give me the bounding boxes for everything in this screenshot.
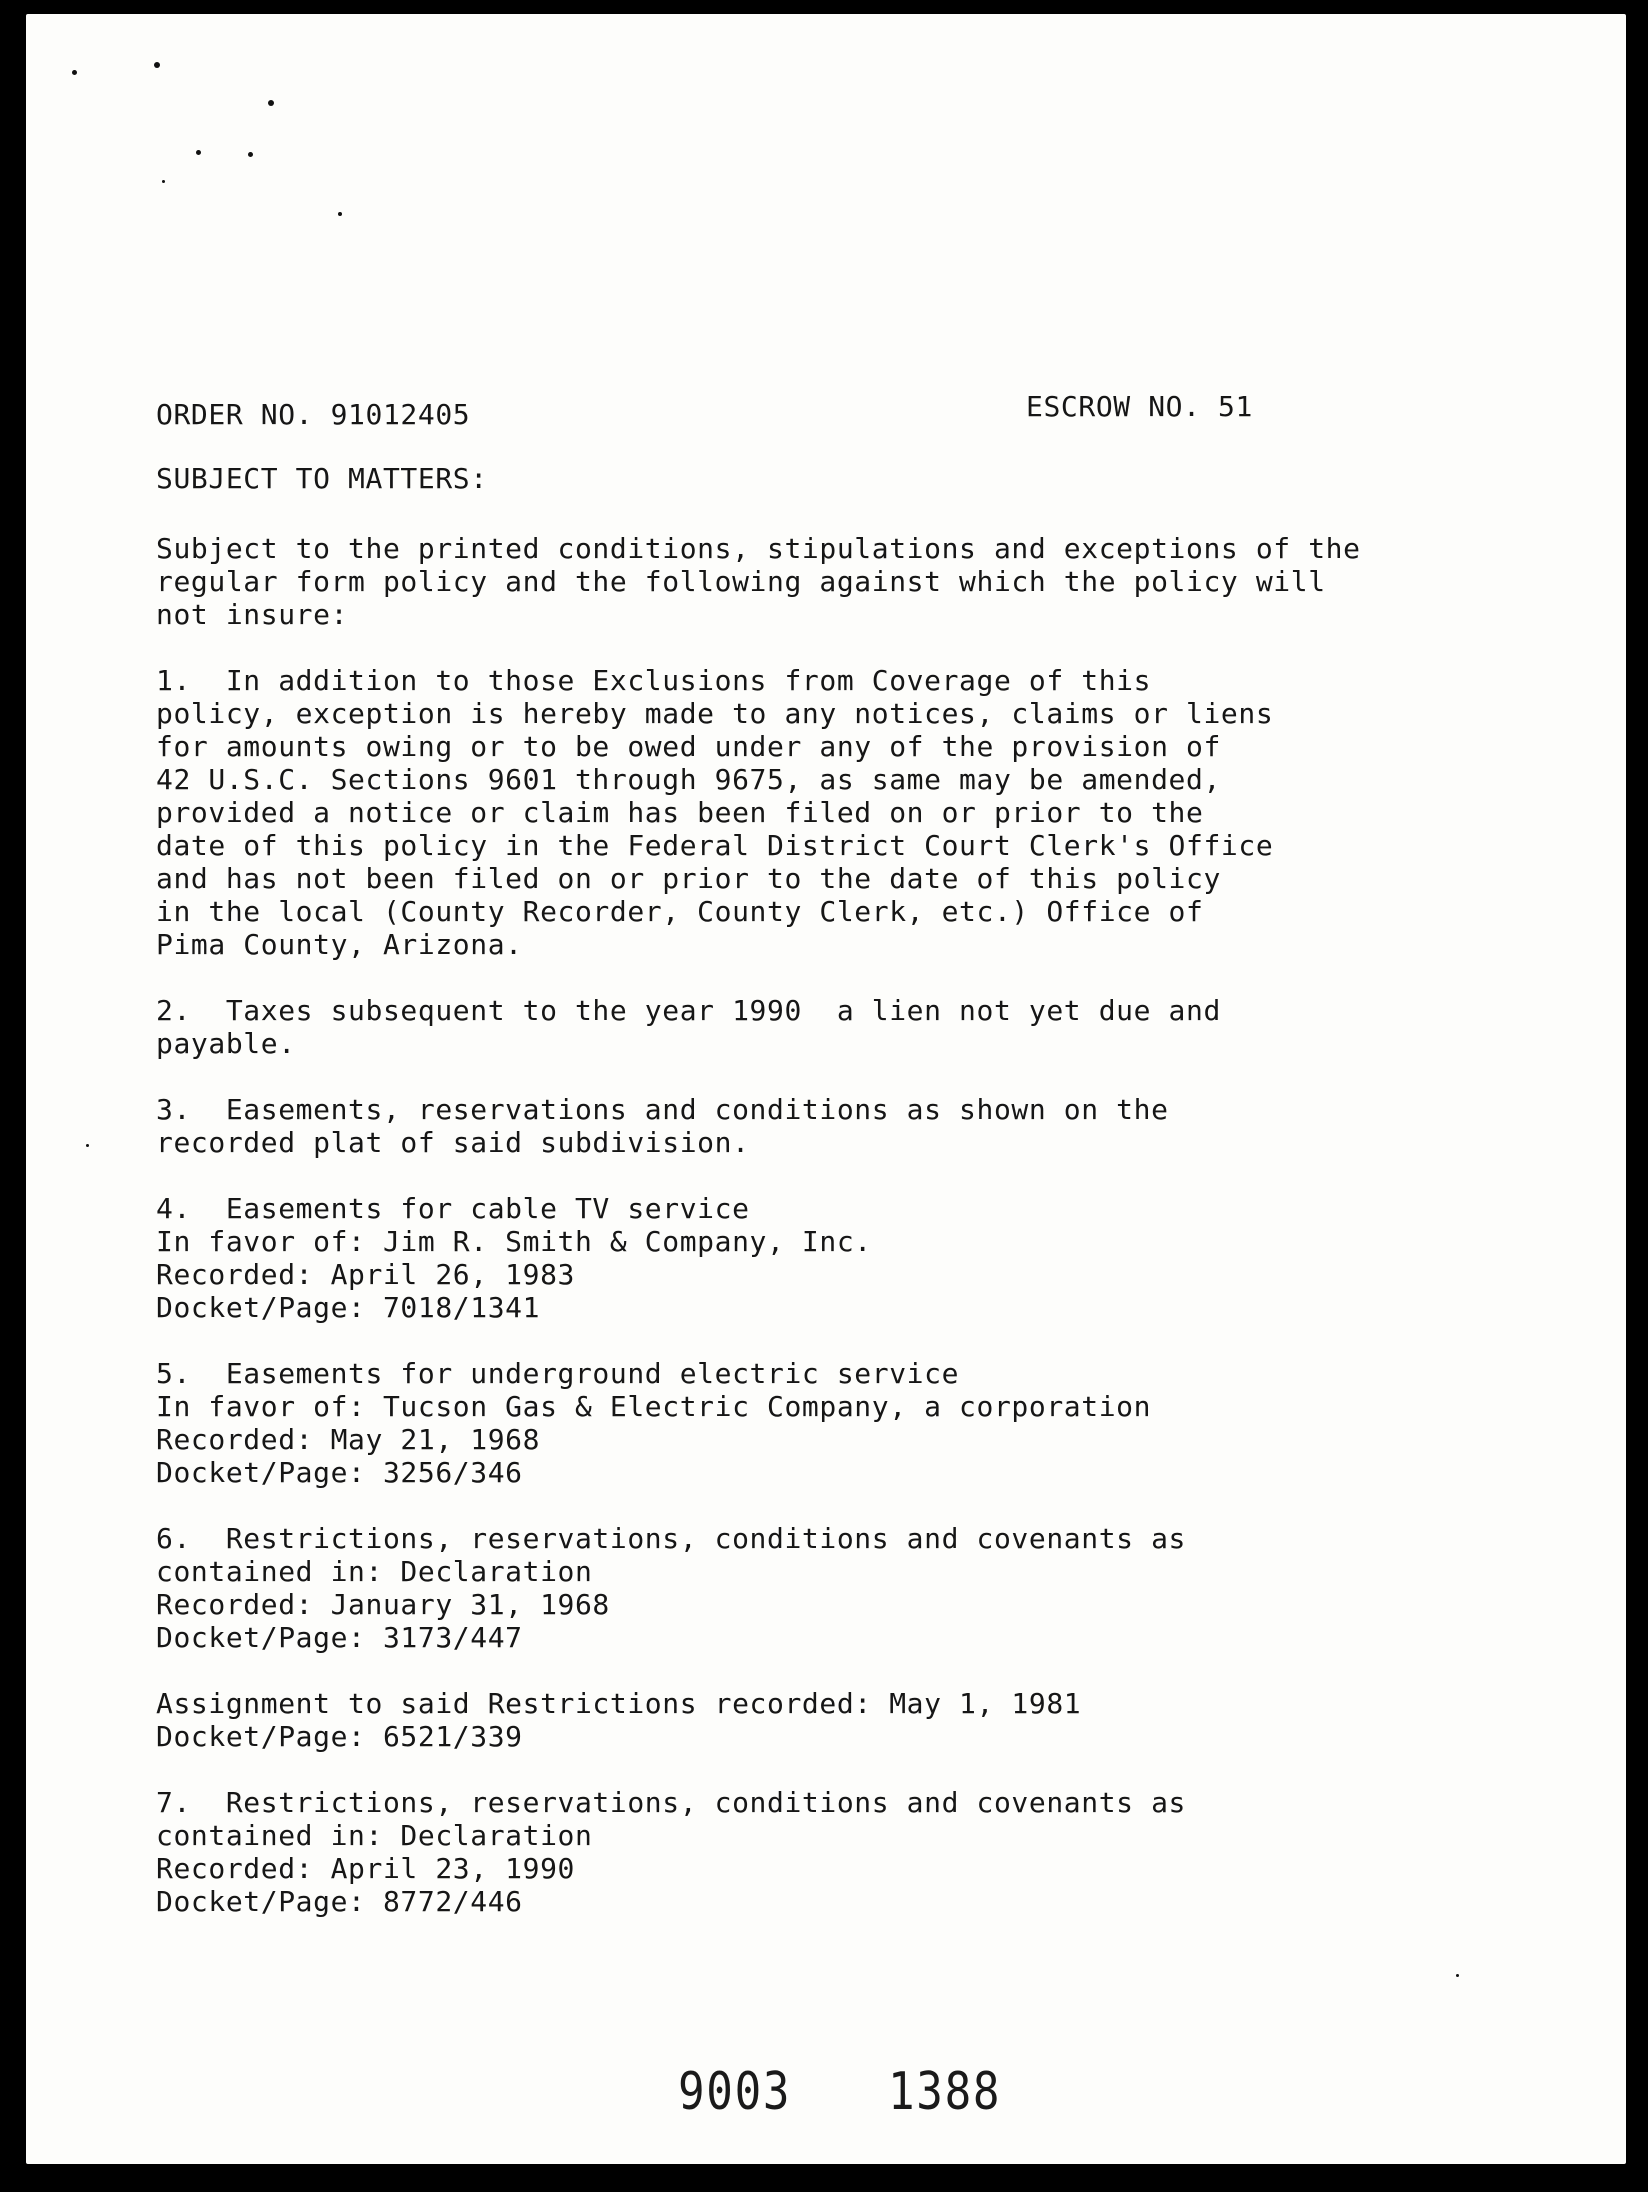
item-line: Assignment to said Restrictions recorded: May 1, 1981 [156,1687,1082,1720]
scan-speck [72,70,77,75]
item-line: In favor of: Jim R. Smith & Company, Inc. [156,1225,872,1258]
item-line: for amounts owing or to be owed under any of the provision of [156,730,1221,763]
item-line: 6. Restrictions, reservations, conditions and covenants as [156,1522,1186,1555]
intro-line: not insure: [156,598,349,631]
scan-speck [196,150,201,155]
intro-paragraph [156,532,1472,631]
item-line: provided a notice or claim has been filed on or prior to the [156,796,1204,829]
item-line: date of this policy in the Federal District Court Clerk's Office [156,829,1274,862]
scan-speck [268,100,274,106]
item-line: 4. Easements for cable TV service [156,1192,750,1225]
document-body [132,380,1472,1918]
item-line: 3. Easements, reservations and conditions as shown on the [156,1093,1169,1126]
item-line: 2. Taxes subsequent to the year 1990 a lien not yet due and [156,994,1221,1027]
intro-line: regular form policy and the following against which the policy will [156,565,1326,598]
exception-item-5 [156,1357,1472,1489]
item-line: policy, exception is hereby made to any notices, claims or liens [156,697,1274,730]
item-line: 7. Restrictions, reservations, conditions and covenants as [156,1786,1186,1819]
item-line: and has not been filed on or prior to the date of this policy [156,862,1221,895]
exception-item-2 [156,994,1472,1060]
exception-item-1 [156,664,1472,961]
assignment-note [156,1687,1472,1753]
item-line: Docket/Page: 3256/346 [156,1456,523,1489]
exception-item-7 [156,1786,1472,1918]
item-line: contained in: Declaration [156,1555,593,1588]
subject-heading: SUBJECT TO MATTERS: [156,462,488,495]
item-line: Docket/Page: 7018/1341 [156,1291,541,1324]
item-line: Docket/Page: 8772/446 [156,1885,523,1918]
scan-speck [86,1144,89,1147]
item-line: Recorded: May 21, 1968 [156,1423,541,1456]
item-line: Recorded: January 31, 1968 [156,1588,610,1621]
scan-speck [248,152,253,157]
footer-docket-number: 9003 [678,2062,792,2122]
escrow-number: ESCROW NO. 51 [1026,390,1253,423]
scan-speck [154,62,160,68]
exception-item-3 [156,1093,1472,1159]
item-line: Recorded: April 23, 1990 [156,1852,575,1885]
item-line: payable. [156,1027,296,1060]
item-line: Docket/Page: 3173/447 [156,1621,523,1654]
order-number: ORDER NO. 91012405 [156,398,471,431]
footer-page-number: 1388 [888,2062,1002,2122]
item-line: 5. Easements for underground electric service [156,1357,960,1390]
scan-speck [162,180,165,183]
item-line: in the local (County Recorder, County Clerk, etc.) Office of [156,895,1204,928]
intro-line: Subject to the printed conditions, stipulations and exceptions of the [156,532,1361,565]
item-line: contained in: Declaration [156,1819,593,1852]
item-line: In favor of: Tucson Gas & Electric Company, a corporation [156,1390,1152,1423]
item-line: 1. In addition to those Exclusions from Coverage of this [156,664,1152,697]
item-line: Recorded: April 26, 1983 [156,1258,575,1291]
header-row [132,380,1472,431]
exception-item-6 [156,1522,1472,1654]
item-line: 42 U.S.C. Sections 9601 through 9675, as same may be amended, [156,763,1221,796]
item-line: Docket/Page: 6521/339 [156,1720,523,1753]
scan-speck [1456,1974,1459,1977]
item-line: recorded plat of said subdivision. [156,1126,750,1159]
exception-item-4 [156,1192,1472,1324]
item-line: Pima County, Arizona. [156,928,523,961]
scan-speck [338,212,342,216]
